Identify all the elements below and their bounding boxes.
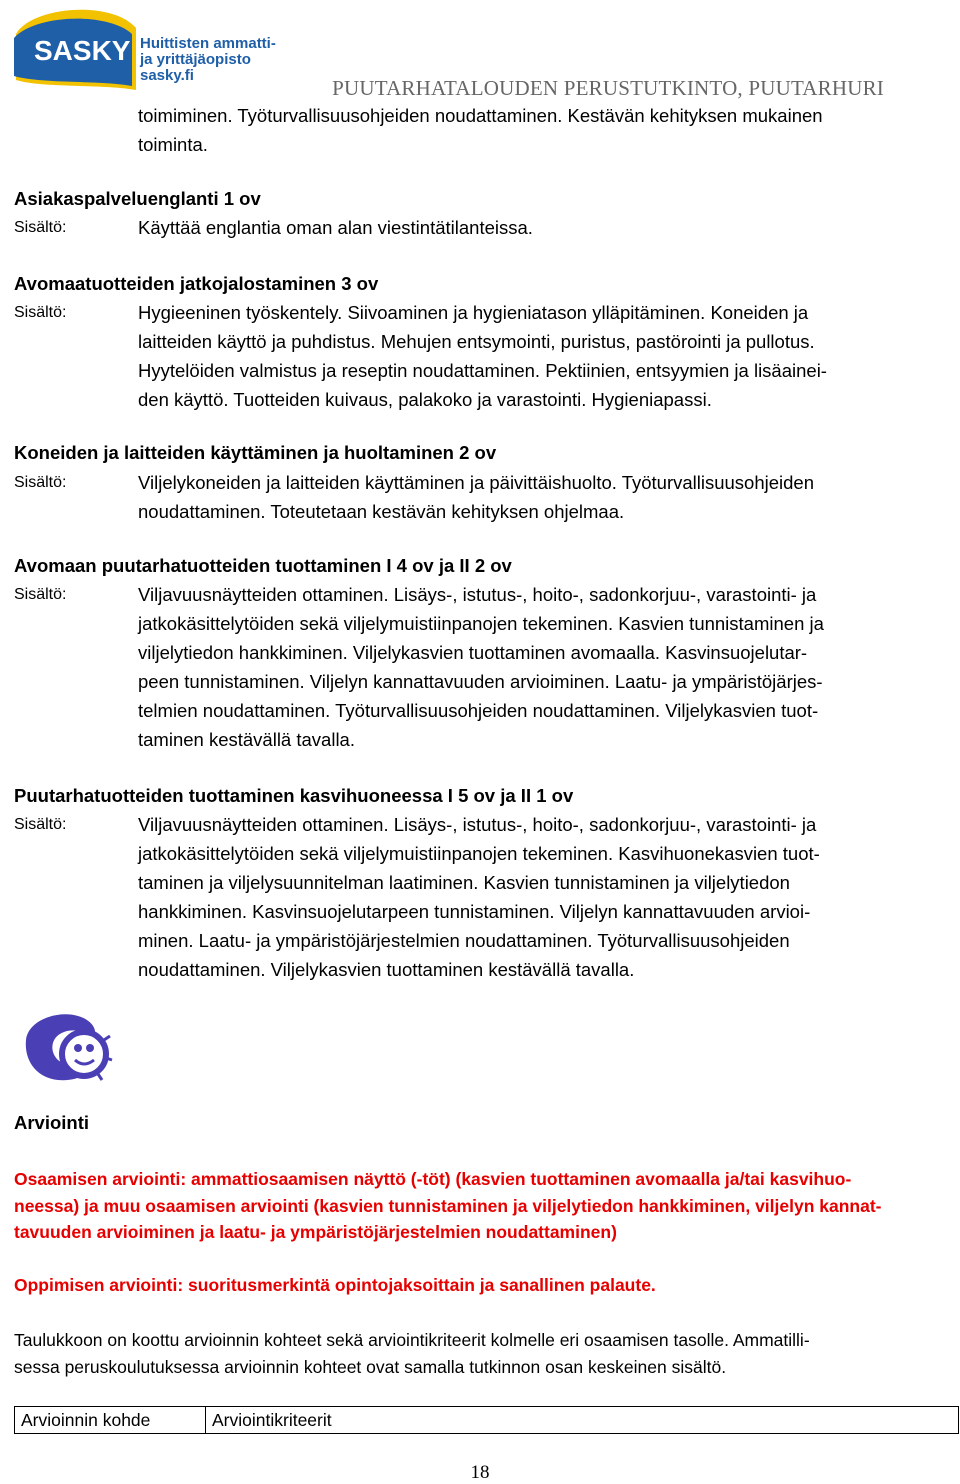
criteria-table [14, 1406, 959, 1434]
note-line: sessa peruskoulutuksessa arvioinnin kohteet ovat samalla tutkinnon osan keskeinen sisältö. [14, 1356, 727, 1377]
running-head: PUUTARHATALOUDEN PERUSTUTKINTO, PUUTARHURI [332, 76, 884, 100]
section-title: Avomaan puutarhatuotteiden tuottaminen I 4 ov ja II 2 ov [14, 555, 512, 576]
content-line: den käyttö. Tuotteiden kuivaus, palakoko ja varastointi. Hygieniapassi. [138, 389, 712, 410]
section-title: Asiakaspalveluenglanti 1 ov [14, 188, 261, 209]
section-content [138, 213, 958, 242]
intro-line: toimiminen. Työturvallisuusohjeiden noudattaminen. Kestävän kehityksen mukainen [138, 105, 823, 126]
content-line: taminen ja viljelysuunnitelman laatiminen. Kasvien tunnistaminen ja viljelytiedon [138, 872, 790, 893]
table-header-cell: Arviointikriteerit [206, 1407, 959, 1434]
section-title: Puutarhatuotteiden tuottaminen kasvihuoneessa I 5 ov ja II 1 ov [14, 785, 574, 806]
content-line: viljelytiedon hankkiminen. Viljelykasvien tuottaminen avomaalla. Kasvinsuojelutar- [138, 642, 808, 663]
content-line: peen tunnistaminen. Viljelyn kannattavuuden arvioiminen. Laatu- ja ympäristöjärjes- [138, 671, 823, 692]
content-line: Viljavuusnäytteiden ottaminen. Lisäys-, istutus-, hoito-, sadonkorjuu-, varastointi- ja [138, 584, 817, 605]
content-line: laitteiden käyttö ja puhdistus. Mehujen entsymointi, puristus, pastörointi ja pullotus. [138, 331, 815, 352]
mascot-icon [18, 1010, 114, 1082]
content-line: Viljelykoneiden ja laitteiden käyttäminen ja päivittäishuolto. Työturvallisuusohjeiden [138, 472, 815, 493]
competence-line: tavuuden arvioiminen ja laatu- ja ympäristöjärjestelmien noudattaminen) [14, 1222, 617, 1242]
competence-line: neessa) ja muu osaamisen arviointi (kasvien tunnistaminen ja viljelytiedon hankkiminen, viljelyn kannat- [14, 1195, 882, 1216]
learning-assessment: Oppimisen arviointi: suoritusmerkintä opintojaksoittain ja sanallinen palaute. [14, 1275, 656, 1295]
content-label: Sisältö: [14, 304, 67, 321]
table-header-row [15, 1407, 959, 1434]
content-line: jatkokäsittelytöiden sekä viljelymuistiinpanojen tekeminen. Kasvien tunnistaminen ja [138, 613, 824, 634]
content-label: Sisältö: [14, 474, 67, 491]
section-content [138, 580, 958, 754]
competence-line: Osaamisen arviointi: ammattiosaamisen näyttö (-töt) (kasvien tuottaminen avomaalla ja/tai kasvihuo- [14, 1169, 852, 1189]
section-title: Avomaatuotteiden jatkojalostaminen 3 ov [14, 273, 379, 294]
content-line: noudattaminen. Viljelykasvien tuottaminen kestävällä tavalla. [138, 959, 635, 980]
content-line: Käyttää englantia oman alan viestintätilanteissa. [138, 217, 533, 238]
content-label: Sisältö: [14, 816, 67, 833]
assessment-note [14, 1327, 958, 1380]
content-label: Sisältö: [14, 219, 67, 236]
section-title: Koneiden ja laitteiden käyttäminen ja huoltaminen 2 ov [14, 442, 497, 463]
content-line: telmien noudattaminen. Työturvallisuusohjeiden noudattaminen. Viljelykasvien tuot- [138, 700, 819, 721]
logo-brand: SASKY [34, 35, 131, 66]
section-content [138, 298, 958, 414]
logo-line1: Huittisten ammatti- [140, 35, 276, 52]
section-content [138, 468, 958, 526]
content-label: Sisältö: [14, 586, 67, 603]
content-line: Viljavuusnäytteiden ottaminen. Lisäys-, istutus-, hoito-, sadonkorjuu-, varastointi- ja [138, 814, 817, 835]
sasky-logo [12, 4, 276, 94]
section-content [138, 810, 958, 984]
table-header-cell: Arvioinnin kohde [15, 1407, 206, 1434]
logo-line2: ja yrittäjäopisto [140, 51, 251, 68]
content-line: hankkiminen. Kasvinsuojelutarpeen tunnistaminen. Viljelyn kannattavuuden arvioi- [138, 901, 811, 922]
content-line: minen. Laatu- ja ympäristöjärjestelmien noudattaminen. Työturvallisuusohjeiden [138, 930, 790, 951]
intro-paragraph [138, 101, 958, 159]
intro-line: toiminta. [138, 134, 208, 155]
assessment-heading: Arviointi [14, 1112, 90, 1133]
page-number: 18 [470, 1462, 490, 1483]
competence-assessment [14, 1166, 958, 1246]
note-line: Taulukkoon on koottu arvioinnin kohteet sekä arviointikriteerit kolmelle eri osaamisen tasolle. Ammatilli- [14, 1330, 810, 1350]
content-line: taminen kestävällä tavalla. [138, 729, 355, 750]
content-line: noudattaminen. Toteutetaan kestävän kehityksen ohjelmaa. [138, 501, 625, 522]
content-line: jatkokäsittelytöiden sekä viljelymuistiinpanojen tekeminen. Kasvihuonekasvien tuot- [138, 843, 820, 864]
logo-line3: sasky.fi [140, 67, 194, 84]
content-line: Hyytelöiden valmistus ja reseptin noudattaminen. Pektiinien, entsyymien ja lisäainei- [138, 360, 827, 381]
content-line: Hygieeninen työskentely. Siivoaminen ja hygieniatason ylläpitäminen. Koneiden ja [138, 302, 809, 323]
